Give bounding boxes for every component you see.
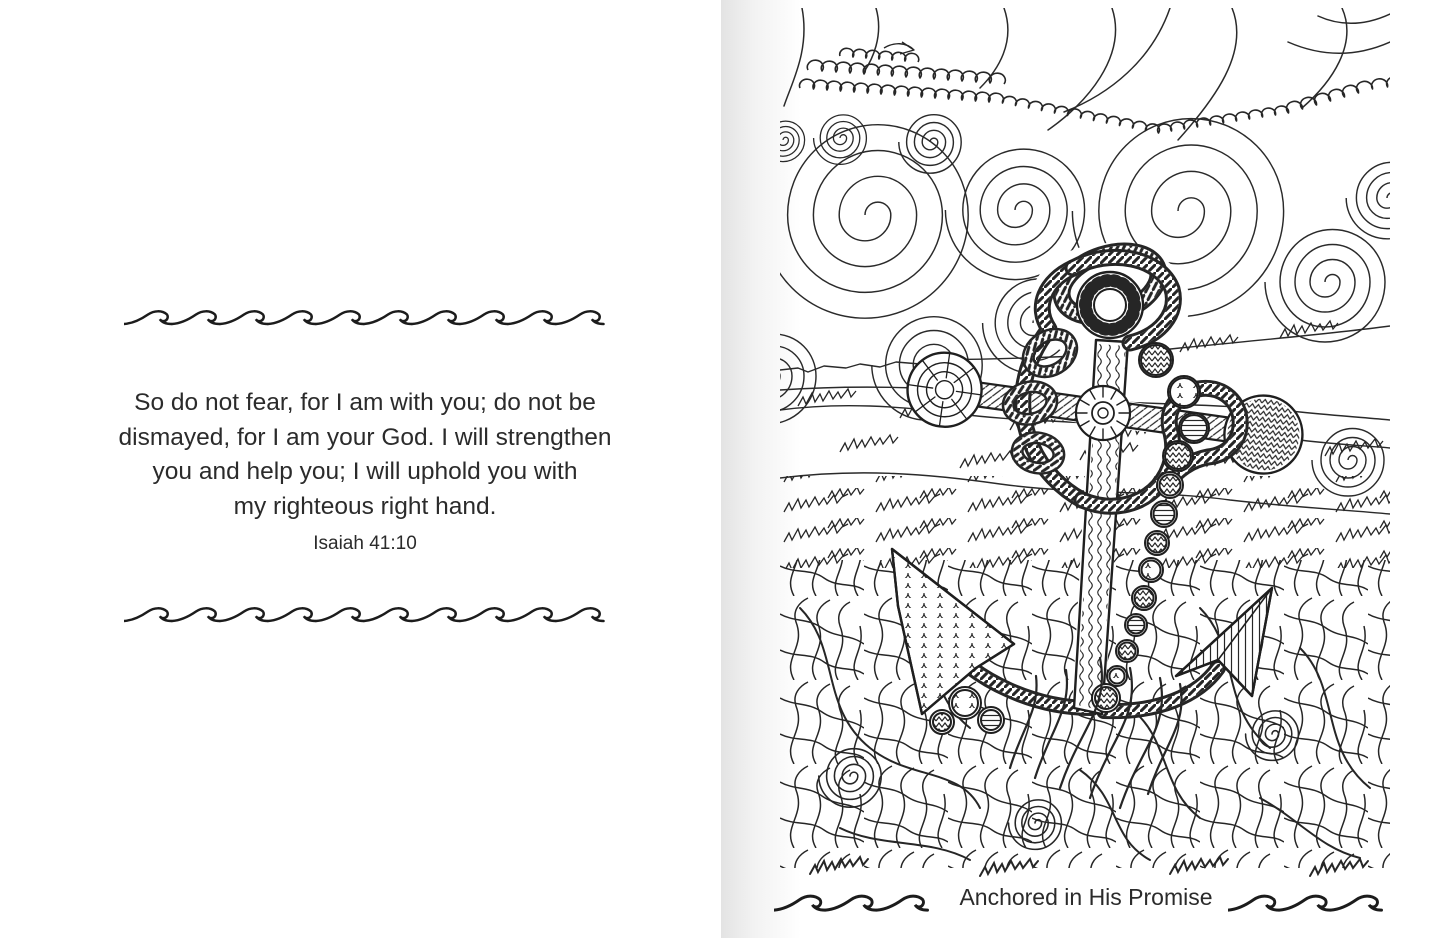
verse-reference: Isaiah 41:10 [313,533,417,554]
verse-line: you and help you; I will uphold you with [152,458,578,485]
caption-wave-left-icon [774,892,934,918]
wave-divider-bottom-icon [124,601,606,631]
left-page [0,0,721,938]
wave-divider-top-icon [124,304,606,334]
illustration-caption: Anchored in His Promise [959,884,1213,910]
cloud-band [800,42,1390,133]
verse-line: So do not fear, for I am with you; do not be [134,389,596,416]
right-page [801,0,1445,938]
anchor-coloring-illustration [780,8,1390,880]
caption-wave-right-icon [1228,892,1388,918]
verse-line: dismayed, for I am your God. I will strengthen [118,423,612,451]
verse-block [115,386,615,557]
anchor-center-ornament [1076,386,1130,440]
verse-line: my righteous right hand. [233,492,497,520]
sky-wind-lines [784,8,1390,140]
